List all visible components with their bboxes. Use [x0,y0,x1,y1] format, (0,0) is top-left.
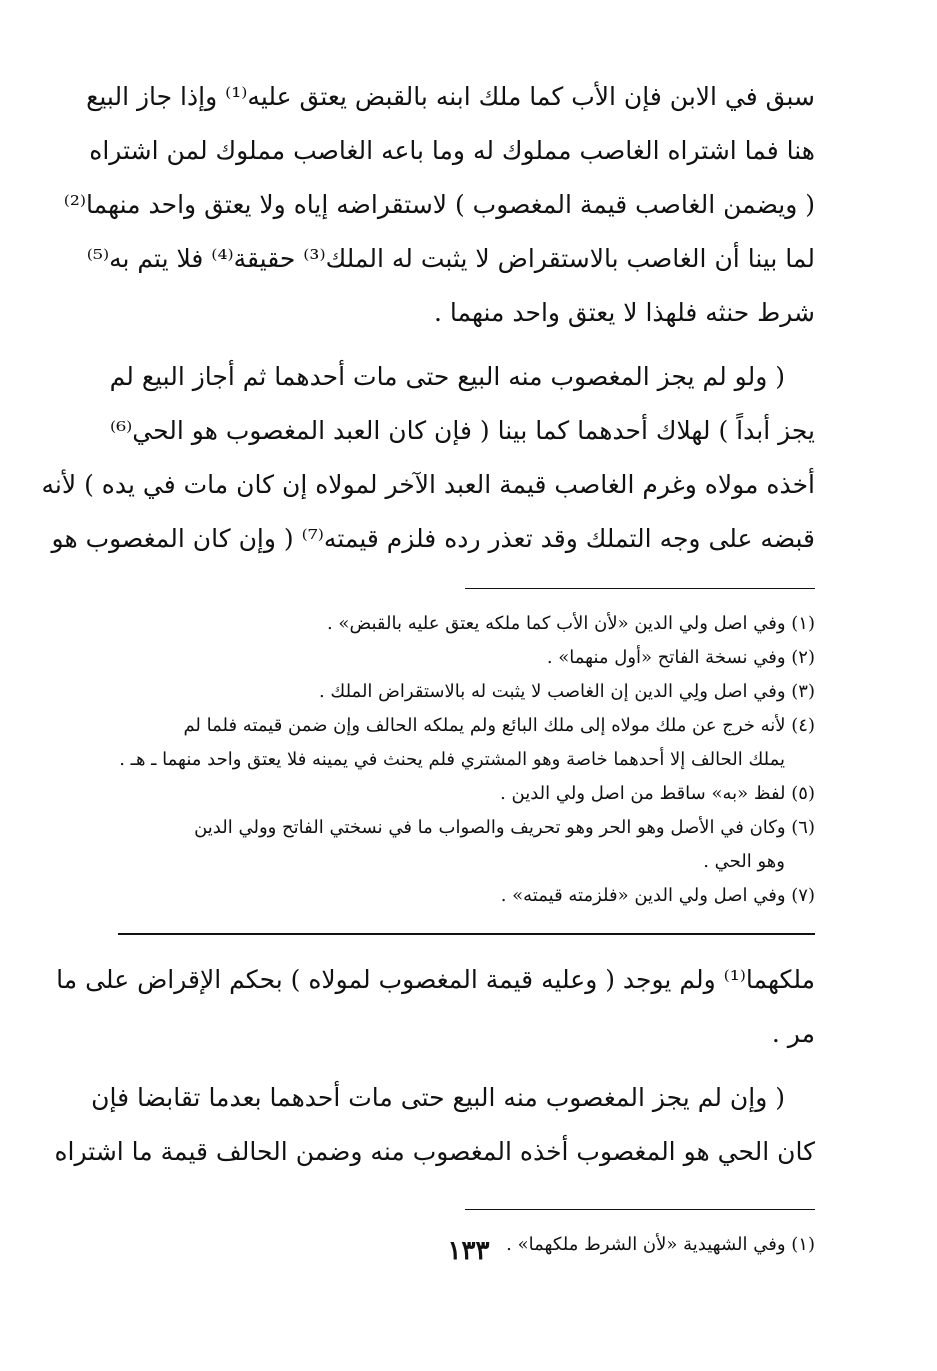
text-line: أخذه مولاه وغرم الغاصب قيمة العبد الآخر لمولاه إن كان مات في يده ) لأنه [41,470,815,499]
text-line: ( ويضمن الغاصب قيمة المغصوب ) لاستقراضه إياه ولا يعتق واحد منهما⁽²⁾ [63,190,815,219]
footnote-6: (٦) وكان في الأصل وهو الحر وهو تحريف والصواب ما في نسختي الفاتح وولي الدين وهو الحي . [194,817,815,872]
footnote-3: (٣) وفي اصل ولِي الدين إن الغاصب لا يثبت له بالاستقراض الملك . [318,681,815,702]
document-page [41,70,815,1360]
footnote-4: (٤) لأنه خرج عن ملك مولاه إلى ملك البائع ولم يملكه الحالف وإن ضمن قيمته فلما لم يملك الحالف إلا أحدهما خاصة وهو المشتري فلم يحنث في يمينه فلا يعتق واحد منهما ـ هـ . [119,715,815,770]
footnote-5: (٥) لفظ «به» ساقط من اصل ولي الدين . [500,783,815,804]
text-line: سبق في الابن فإن الأب كما ملك ابنه بالقبض يعتق عليه⁽¹⁾ وإذا جاز البيع [86,82,815,111]
text-line: قبضه على وجه التملك وقد تعذر رده فلزم قيمته⁽⁷⁾ ( وإن كان المغصوب هو [51,524,815,553]
text-line: هنا فما اشتراه الغاصب مملوك له وما باعه الغاصب مملوك لمن اشتراه [89,136,815,165]
footnote-rule [465,588,815,589]
main-paragraph-3 [56,953,815,1061]
text-line: كان الحي هو المغصوب أخذه المغصوب منه وضمن الحالف قيمة ما اشتراه [54,1137,815,1166]
text-line: يجز أبداً ) لهلاك أحدهما كما بينا ( فإن كان العبد المغصوب هو الحي⁽⁶⁾ [109,416,815,445]
text-line: ( وإن لم يجز المغصوب منه البيع حتى مات أحدهما بعدما تقابضا فإن [91,1083,785,1112]
page-section-divider [118,933,815,935]
text-line: مر . [771,1019,815,1048]
footnotes-list-1 [118,607,815,913]
footnote-rule-2 [465,1209,815,1210]
page-number: ١٣٣ [447,1236,490,1266]
text-line: شرط حنثه فلهذا لا يعتق واحد منهما . [434,298,815,327]
footnote-1: (١) وفي اصل ولي الدين «لأن الأب كما ملكه يعتق عليه بالقبض» . [326,613,815,634]
text-line: ( ولو لم يجز المغصوب منه البيع حتى مات أحدهما ثم أجاز البيع لم [109,362,785,391]
text-line: ملكهما⁽¹⁾ ولم يوجد ( وعليه قيمة المغصوب لمولاه ) بحكم الإقراض على ما [56,965,815,994]
footnote-2: (٢) وفي نسخة الفاتح «أول منهما» . [546,647,815,668]
text-line: لما بينا أن الغاصب بالاستقراض لا يثبت له الملك⁽³⁾ حقيقة⁽⁴⁾ فلا يتم به⁽⁵⁾ [86,244,815,273]
main-paragraph-1 [63,70,815,340]
footnote-1-second: (١) وفي الشهيدية «لأن الشرط ملكهما» . [506,1234,815,1255]
main-paragraph-4 [54,1071,815,1179]
footnote-7: (٧) وفي اصل ولي الدين «فلزمته قيمته» . [500,885,815,906]
main-paragraph-2 [41,350,815,566]
